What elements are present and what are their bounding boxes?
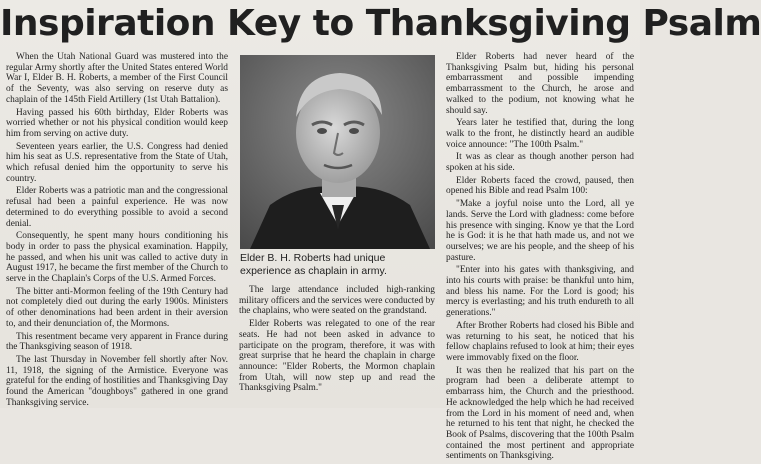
paragraph: The bitter anti-Mormon feeling of the 19th Century had not completely died out during the early 1900s. Ministers of other denominations had been ardent in their aversion to, and their denunciation of, the Mormons.: [6, 286, 228, 329]
portrait-photo-image: [240, 55, 435, 249]
paragraph: When the Utah National Guard was mustered into the regular Army shortly after the United States entered World War I, Elder B. H. Roberts, a member of the First Council of the Seventy, was also serving on reserve duty as chaplain of the 145th Field Artillery (1st Utah Battalion).: [6, 52, 228, 105]
paragraph: It was as clear as though another person had spoken at his side.: [446, 152, 634, 174]
article-column-3: [446, 52, 634, 464]
paragraph: Elder Roberts had never heard of the Thanksgiving Psalm but, hiding his personal embarrassment and possible impending embarrassment to the Church, he arose and walked to the podium, not knowing what he should say.: [446, 52, 634, 116]
caption-line: Elder B. H. Roberts had unique: [240, 252, 386, 264]
paragraph: Having passed his 60th birthday, Elder Roberts was worried whether or not his physical condition would keep him from serving on active duty.: [6, 107, 228, 139]
paragraph: It was then he realized that his part on the program had been a deliberate attempt to embarrass him, the Church and the priesthood. He acknowledged the help which he had received from the Lord in his moment of need and, when he returned to his tent that night, he checked the Book of Psalms, discovering that the 100th Psalm contained the most pertinent and appropriate sentiments on Thanksgiving.: [446, 365, 634, 462]
paragraph: Elder Roberts faced the crowd, paused, then opened his Bible and read Psalm 100:: [446, 175, 634, 197]
paragraph: "Enter into his gates with thanksgiving, and into his courts with praise: be thankful unto him, and bless his name. For the Lord is good; his mercy is everlasting; and his truth endureth to all generations.": [446, 265, 634, 319]
paragraph: "Make a joyful noise unto the Lord, all ye lands. Serve the Lord with gladness: come before his presence with singing. Know ye that the Lord he is God: it is he that hath made us, and not we ourselves; we are his people, and the sheep of his pasture.: [446, 199, 634, 263]
portrait-photo: [240, 55, 435, 249]
paragraph: Elder Roberts was a patriotic man and the congressional refusal had been a painful experience. He was now determined to do everything possible to avoid a second denial.: [6, 186, 228, 229]
paragraph: Elder Roberts was relegated to one of the rear seats. He had not been asked in advance to participate on the program, therefore, it was with great surprise that he heard the chaplain in charge announce: "Elder Roberts, the Mormon chaplain from Utah, will now step up and read the Thanksgiving Psalm.": [239, 319, 435, 394]
photo-caption: [240, 252, 435, 278]
paragraph: Consequently, he spent many hours conditioning his body in order to pass the physical examination. Happily, he passed, and when his unit was called to active duty in August 1917, he became the first member of the Church to serve in the Chaplain's Corps of the U.S. Armed Forces.: [6, 231, 228, 285]
caption-line: experience as chaplain in army.: [240, 265, 387, 277]
paragraph: Years later he testified that, during the long walk to the front, he distinctly heard an audible voice announce: "The 100th Psalm.": [446, 118, 634, 150]
headline: Inspiration Key to Thanksgiving Psalm: [0, 3, 761, 44]
article-column-1: [6, 52, 228, 411]
paragraph: The last Thursday in November fell shortly after Nov. 11, 1918, the signing of the Armistice. Everyone was grateful for the ending of hostilities and Thanksgiving Day found the American "doughboys" gathered in one grand Thanksgiving service.: [6, 354, 228, 408]
article-column-2: [239, 285, 435, 396]
paragraph: This resentment became very apparent in France during the Thanksgiving season of 1918.: [6, 331, 228, 353]
paragraph: After Brother Roberts had closed his Bible and was returning to his seat, he noticed that his fellow chaplains refused to look at him; their eyes were immovably fixed on the floor.: [446, 320, 634, 363]
paragraph: Seventeen years earlier, the U.S. Congress had denied him his seat as U.S. representative from the State of Utah, which refusal denied him the opportunity to serve his country.: [6, 141, 228, 184]
paragraph: The large attendance included high-ranking military officers and the services were conducted by the chaplains, who were seated on the grandstand.: [239, 285, 435, 317]
